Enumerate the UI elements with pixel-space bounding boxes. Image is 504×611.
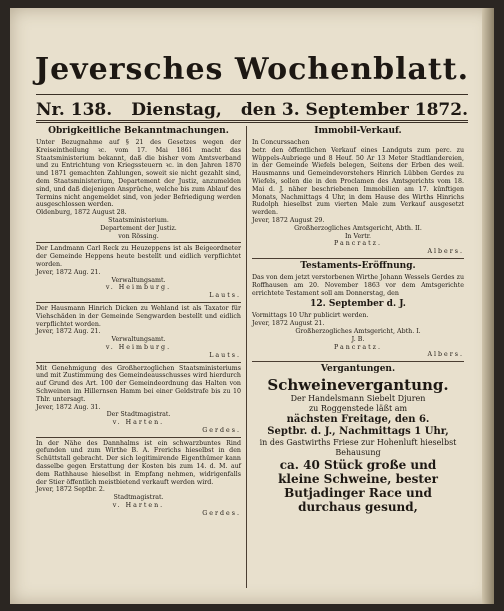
- real-estate-signature: Großherzogliches Amtsgericht, Abth. II.: [294, 224, 422, 232]
- separator: [36, 362, 241, 363]
- notice-2-clerk: Lauts.: [209, 292, 241, 300]
- ad-line-1: Der Handelsmann Siebelt Djuren: [290, 394, 426, 404]
- left-column: [36, 124, 241, 518]
- column-divider: [246, 126, 247, 588]
- ad-line-6: ca. 40 Stück große und: [279, 458, 437, 473]
- notice-1-signature: Staatsministerium.: [108, 216, 169, 224]
- notice-1-signature-dept: Departement der Justiz.: [100, 224, 177, 232]
- notice-5-date: Jever, 1872 Septbr. 2.: [36, 486, 105, 494]
- issue-line: [36, 100, 468, 120]
- notice-5-signature-name: v. Harten.: [112, 502, 165, 510]
- notice-4-text: Mit Genehmigung des Großherzoglichen Staatsministeriums und mit Zustimmung des Gemeindeausschusses wird hierdurch auf Grund des Art. 100 der Gemeindeordnung das Halten von Schweinen im Hillernsen Hamm bei einer Geldstrafe bis zu 10 Thlr. untersagt.: [36, 364, 241, 403]
- issue-number: Nr. 138.: [36, 100, 113, 120]
- notice-5-text: In der Nähe des Dannhalms ist ein schwarzbuntes Rind gefunden und zum Wirthe B. A. Frerichs hieselbst in den Schüttstall gebracht. Der sich legitimirende Eigenthümer kann dasselbe gegen Erstattung der Kosten bis zum 14. d. M. auf dem Rathhause hieselbst in Empfang nehmen, widrigenfalls der Stier öffentlich meistbietend verkauft werden wird.: [36, 439, 241, 486]
- real-estate-text: betr. den öffentlichen Verkauf eines Landguts zum perc. zu Wüppels-Aubriege und 8 Heuf. 50 Ar 13 Meter Stadtlandereien, in der Gemeinde Wiefels belegen, Seitens der Erben des weil. Hausmanns und Gemeindevorstehers Hinrich Lübben Gerdes zu Wiefels, sollen die in den Proclamen des Amtsgerichts vom 18. Mai d. J. näher beschriebenen Immobilien am 17. künftigen Monats, Nachmittags 4 Uhr, in dem Hause des Wirths Hinrichs Rudolph hieselbst zum vierten Male zum Verkauf ausgesetzt werden.: [252, 146, 464, 217]
- section-heading-real-estate: Immobil-Verkauf.: [314, 126, 402, 136]
- newspaper-page: [10, 8, 494, 604]
- testament-clerk: Albers.: [427, 351, 464, 359]
- separator: [252, 361, 464, 362]
- masthead-rule: [36, 94, 468, 95]
- section-heading-auctions: Vergantungen.: [320, 364, 396, 375]
- issue-weekday: Dienstag,: [131, 100, 222, 120]
- notice-3-text: Der Hausmann Hinrich Dicken zu Wehland ist als Taxator für Viehschäden in der Gemeinde Sengwarden bestellt und eidlich verpflichtet worden.: [36, 304, 241, 328]
- notice-4-signature-name: v. Harten.: [112, 419, 165, 427]
- notice-3-date: Jever, 1872 Aug. 21.: [36, 328, 101, 336]
- ad-line-4: Septbr. d. J., Nachmittags 1 Uhr,: [267, 426, 449, 438]
- separator: [36, 302, 241, 303]
- notice-3-clerk: Lauts.: [209, 351, 241, 359]
- notice-5-clerk: Gerdes.: [202, 509, 241, 517]
- ad-line-5: in des Gastwirths Friese zur Hohenluft hieselbst Behausung: [259, 438, 457, 458]
- notice-4-signature: Der Stadtmagistrat.: [106, 411, 171, 419]
- notice-3-signature: Verwaltungsamt.: [111, 336, 166, 344]
- real-estate-date: Jever, 1872 August 29.: [252, 216, 325, 224]
- real-estate-signature-name: Pancratz.: [334, 240, 382, 248]
- notice-2-text: Der Landmann Carl Reck zu Heuzeppens ist als Beigeordneter der Gemeinde Heppens heute bestellt und eidlich verpflichtet worden.: [36, 245, 241, 268]
- notice-1-signature-name: von Rössing.: [118, 232, 159, 240]
- notice-5-signature: Stadtmagistrat.: [113, 494, 164, 502]
- issue-rule: [36, 120, 468, 121]
- notice-2-date: Jever, 1872 Aug. 21.: [36, 268, 101, 276]
- ad-title: Schweinevergantung.: [267, 376, 449, 395]
- ad-line-8: Butjadinger Race und: [284, 486, 432, 501]
- testament-signature-name: Pancratz.: [334, 343, 382, 351]
- issue-rule-double: [36, 122, 468, 123]
- issue-date: den 3. September 1872.: [240, 100, 468, 120]
- separator: [36, 437, 241, 438]
- testament-date-bold: 12. September d. J.: [310, 299, 406, 310]
- notice-4-date: Jever, 1872 Aug. 31.: [36, 403, 101, 411]
- notice-1-date: Oldenburg, 1872 August 28.: [36, 209, 127, 217]
- notice-2-signature: Verwaltungsamt.: [111, 276, 166, 284]
- real-estate-subheading: In Concurssachen: [252, 139, 310, 146]
- separator: [252, 258, 464, 259]
- ad-line-9: durchaus gesund,: [298, 500, 418, 515]
- real-estate-clerk: Albers.: [427, 248, 464, 256]
- right-column: [252, 124, 464, 514]
- real-estate-signature-vertr: In Vertr.: [344, 232, 372, 240]
- notice-4-clerk: Gerdes.: [202, 426, 241, 434]
- separator: [36, 242, 241, 243]
- section-heading-official: Obrigkeitliche Bekanntmachungen.: [48, 126, 229, 136]
- section-heading-testament: Testaments-Eröffnung.: [300, 260, 416, 271]
- notice-3-signature-name: v. Heimburg.: [105, 343, 172, 351]
- testament-date: Jever, 1872 August 21.: [252, 320, 325, 328]
- ad-line-7: kleine Schweine, bester: [278, 472, 438, 487]
- ad-line-2: zu Roggenstede läßt am: [308, 404, 408, 414]
- ad-line-3: nächsten Freitage, den 6.: [286, 414, 430, 426]
- masthead-title: Jeversches Wochenblatt.: [34, 52, 470, 87]
- testament-text: Das von dem jetzt verstorbenen Wirthe Johann Wessels Gerdes zu Roffhausen am 20. November 1863 vor dem Amtsgerichte errichtete Testament soll am Donnerstag, den: [252, 273, 464, 297]
- page-edge: [482, 8, 494, 604]
- notice-1-text: Unter Bezugnahme auf § 21 des Gesetzes wegen der Kreiseintheilung ꝛc. vom 17. Mai 1861 macht das Staatsministerium bekannt, daß die bisher vom Amtsverband und zu Entrichtung von Kriegssteuern ꝛc. in den Jahren 1870 und 1871 gemachten Zahlungen, soweit sie nicht gezahlt sind, dem Staatsministerium, Departement der Justiz, anzumelden sind, und daß diejenigen Ansprüche, welche bis zum Ablauf des Termins nicht angemeldet sind, von jeder Befriedigung werden ausgeschlossen werden.: [36, 139, 241, 209]
- testament-text-2: Vormittags 10 Uhr publicirt werden.: [252, 312, 369, 320]
- notice-2-signature-name: v. Heimburg.: [105, 284, 172, 292]
- testament-signature: Großherzogliches Amtsgericht, Abth. I.: [295, 327, 421, 335]
- testament-signature-jb: J. B.: [351, 335, 365, 343]
